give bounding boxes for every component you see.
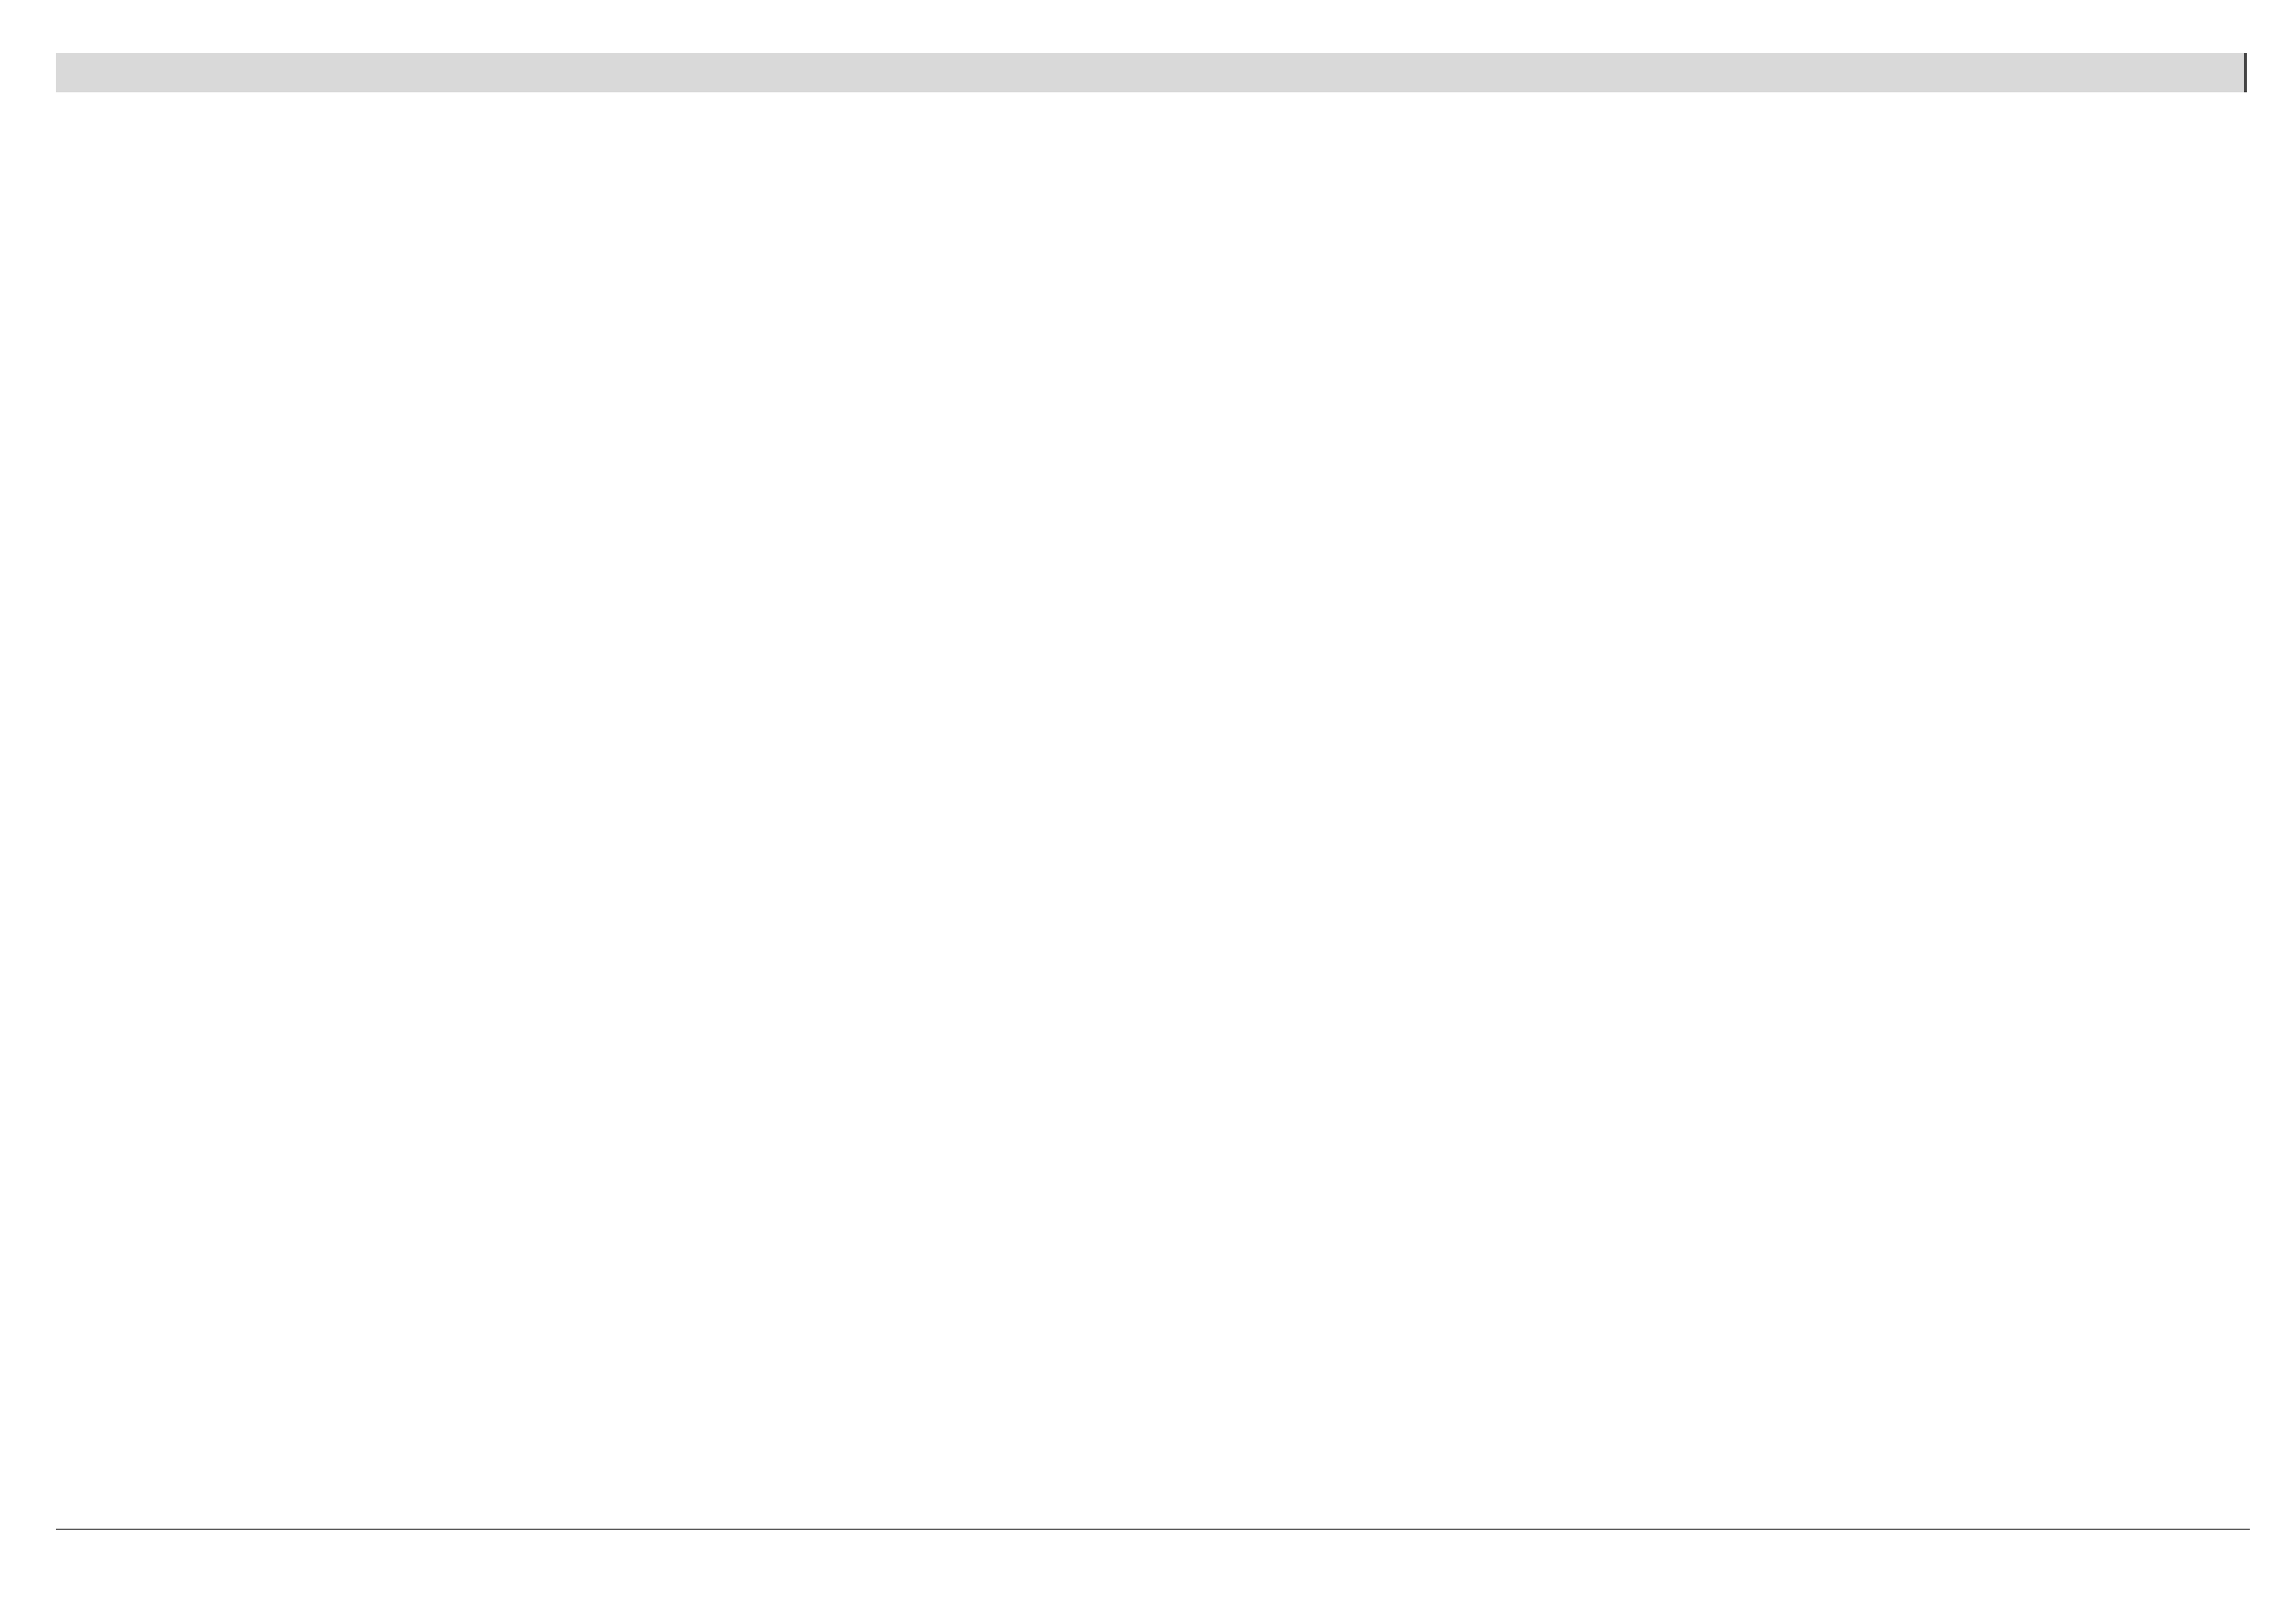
section-title	[56, 53, 2247, 92]
page-content	[56, 53, 2247, 100]
page-footer	[56, 1529, 2250, 1569]
